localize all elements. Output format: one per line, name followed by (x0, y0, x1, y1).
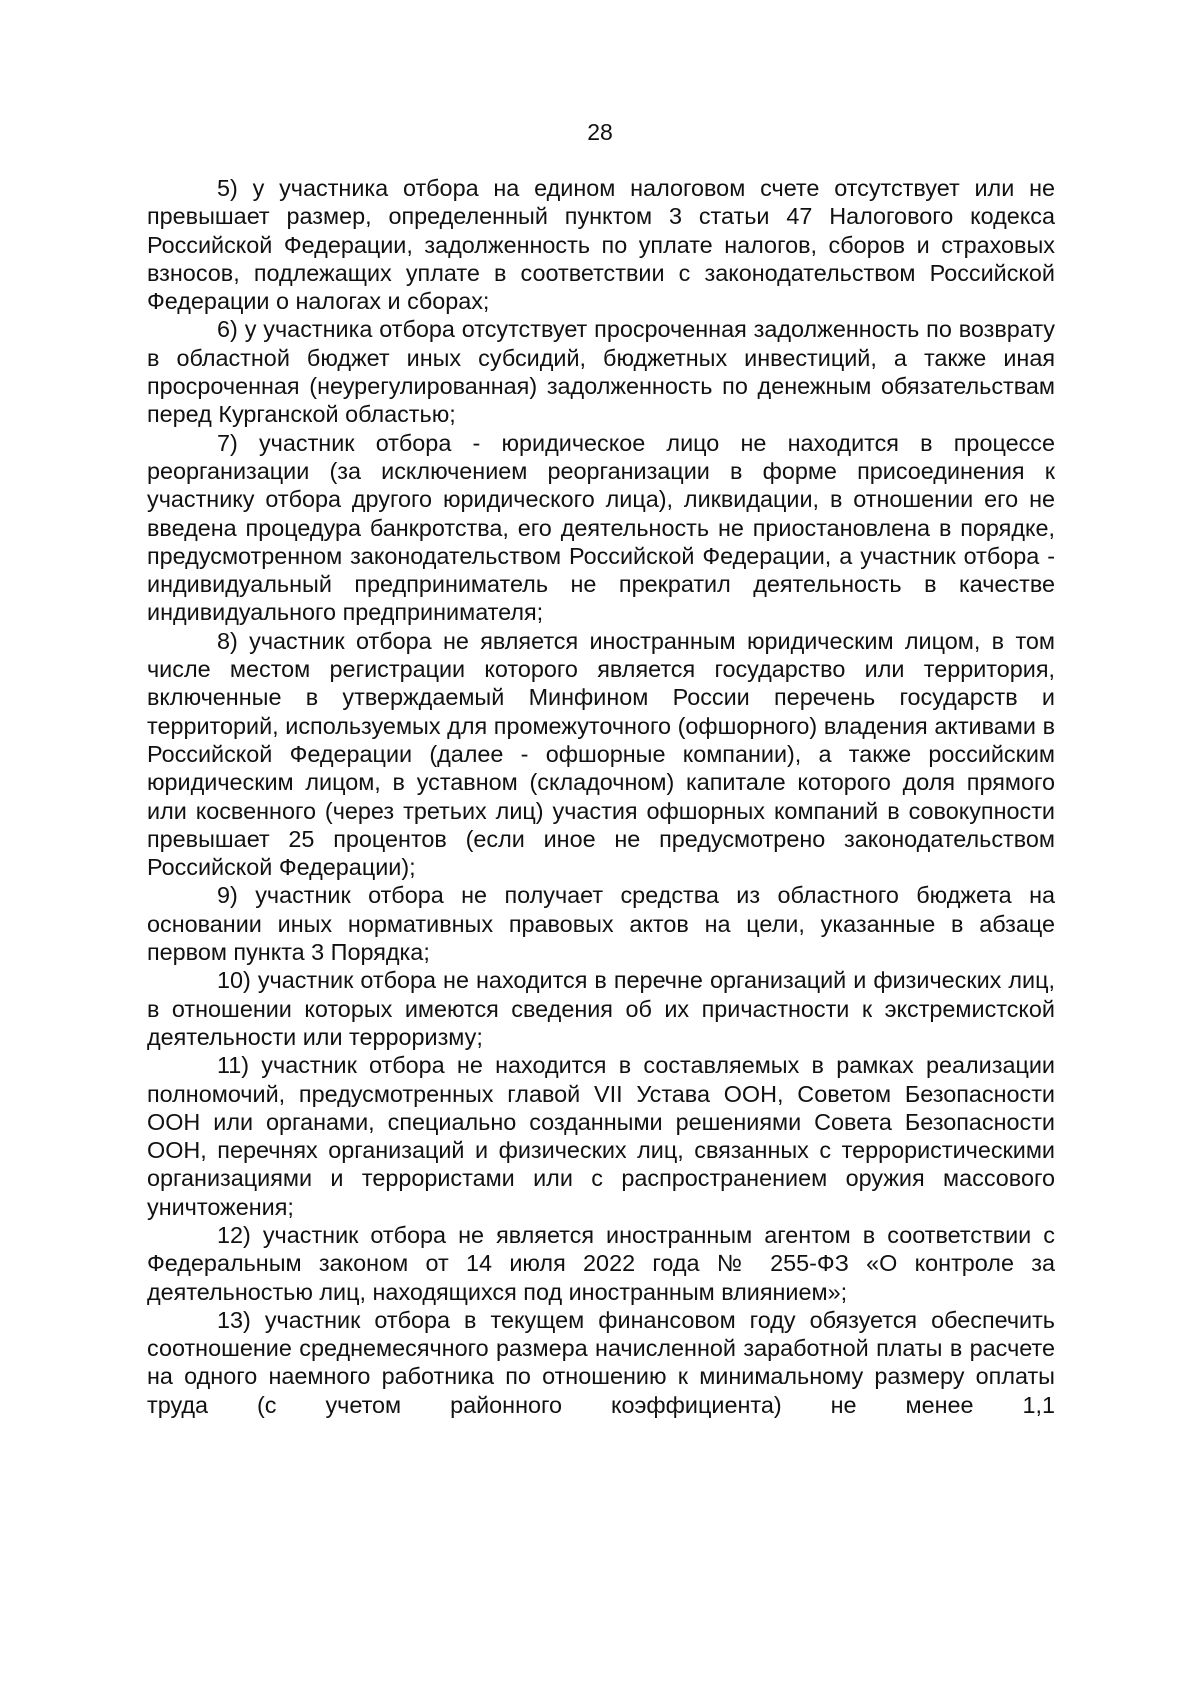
paragraph-item-13: 13) участник отбора в текущем финансовом году обязуется обеспечить соотношение среднемесячного размера начисленной заработной платы в расчете на одного наемного работника по отношению к минимальному размеру оплаты труда (с учетом районного коэффициента) не менее 1,1 (147, 1306, 1055, 1418)
paragraph-item-11: 11) участник отбора не находится в составляемых в рамках реализации полномочий, предусмотренных главой VII Устава ООН, Советом Безопасности ООН или органами, специально созданными решениями Совета Безопасности ООН, перечнях организаций и физических лиц, связанных с террористическими организациями и террористами или с распространением оружия массового уничтожения; (147, 1052, 1055, 1220)
document-body (147, 174, 1055, 1419)
paragraph-item-12: 12) участник отбора не является иностранным агентом в соответствии с Федеральным законом от 14 июля 2022 года № 255-ФЗ «О контроле за деятельностью лиц, находящихся под иностранным влиянием»; (147, 1221, 1055, 1305)
paragraph-item-6: 6) у участника отбора отсутствует просроченная задолженность по возврату в областной бюджет иных субсидий, бюджетных инвестиций, а также иная просроченная (неурегулированная) задолженность по денежным обязательствам перед Курганской областью; (147, 316, 1055, 428)
paragraph-item-10: 10) участник отбора не находится в перечне организаций и физических лиц, в отношении которых имеются сведения об их причастности к экстремистской деятельности или терроризму; (147, 967, 1055, 1050)
paragraph-item-8: 8) участник отбора не является иностранным юридическим лицом, в том числе местом регистрации которого является государство или территория, включенные в утверждаемый Минфином России перечень государств и территорий, используемых для промежуточного (офшорного) владения активами в Российской Федерации (далее - офшорные компании), а также российским юридическим лицом, в уставном (складочном) капитале которого доля прямого или косвенного (через третьих лиц) участия офшорных компаний в совокупности превышает 25 процентов (если иное не предусмотрено законодательством Российской Федерации); (147, 627, 1055, 881)
page-number: 28 (587, 119, 613, 145)
paragraph-item-7: 7) участник отбора - юридическое лицо не находится в процессе реорганизации (за исключением реорганизации в форме присоединения к участнику отбора другого юридического лица), ликвидации, в отношении его не введена процедура банкротства, его деятельность не приостановлена в порядке, предусмотренном законодательством Российской Федерации, а участник отбора - индивидуальный предприниматель не прекратил деятельность в качестве индивидуального предпринимателя; (147, 429, 1055, 626)
paragraph-item-5: 5) у участника отбора на едином налоговом счете отсутствует или не превышает размер, определенный пунктом 3 статьи 47 Налогового кодекса Российской Федерации, задолженность по уплате налогов, сборов и страховых взносов, подлежащих уплате в соответствии с законодательством Российской Федерации о налогах и сборах; (147, 175, 1055, 315)
paragraph-item-9: 9) участник отбора не получает средства из областного бюджета на основании иных нормативных правовых актов на цели, указанные в абзаце первом пункта 3 Порядка; (147, 882, 1055, 966)
